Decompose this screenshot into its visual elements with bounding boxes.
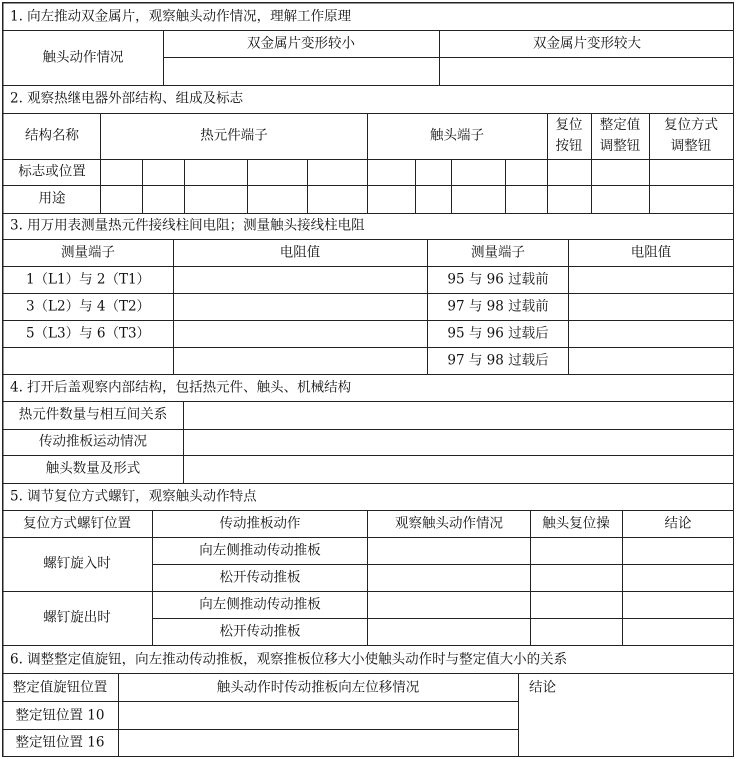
screw-out-label: 螺钉旋出时: [43, 609, 111, 626]
thermal-pair-2: 3（L2）与 4（T2）: [25, 298, 151, 315]
section-3-title: 3. 用万用表测量热元件接线柱间电阻；测量触头接线柱电阻: [10, 217, 365, 234]
displacement-header: 触头动作时传动推板向左位移情况: [216, 679, 420, 696]
worksheet: [2, 2, 734, 757]
setting-position-16: 整定钮位置 16: [15, 734, 105, 751]
screw-in-label: 螺钉旋入时: [43, 555, 111, 572]
conclusion-header-6: 结论: [529, 679, 556, 696]
push-plate-motion-label: 传动推板运动情况: [39, 433, 147, 450]
setting-position-10: 整定钮位置 10: [15, 707, 105, 724]
thermal-pair-1: 1（L1）与 2（T1）: [25, 271, 151, 288]
resistance-header-2: 电阻值: [630, 244, 672, 261]
small-deformation-header: 双金属片变形较小: [247, 35, 355, 52]
usage-label: 用途: [38, 190, 66, 207]
push-left-1: 向左侧推动传动推板: [199, 542, 321, 559]
thermal-terminal-header: 热元件端子: [200, 127, 268, 144]
release-1: 松开传动推板: [219, 569, 301, 586]
thermal-count-label: 热元件数量与相互间关系: [18, 406, 168, 423]
contact-pair-1: 95 与 96 过载前: [447, 271, 549, 288]
section-5-title: 5. 调节复位方式螺钉，观察触头动作特点: [10, 488, 257, 505]
observe-contact-header: 观察触头动作情况: [395, 515, 503, 532]
contact-pair-2: 97 与 98 过载前: [447, 298, 549, 315]
contact-pair-3: 95 与 96 过载后: [447, 325, 549, 342]
reset-mode-knob-header: 复位方式 调整钮: [664, 117, 718, 154]
push-action-header: 传动推板动作: [219, 515, 301, 532]
release-2: 松开传动推板: [219, 623, 301, 640]
large-deformation-header: 双金属片变形较大: [533, 35, 641, 52]
contact-terminal-header: 触头端子: [430, 127, 484, 144]
contact-pair-4: 97 与 98 过载后: [447, 352, 549, 369]
resistance-header-1: 电阻值: [279, 244, 321, 261]
push-left-2: 向左侧推动传动推板: [199, 596, 321, 613]
structure-name-header: 结构名称: [25, 127, 79, 144]
conclusion-header-5: 结论: [664, 515, 692, 532]
mark-position-label: 标志或位置: [18, 163, 86, 180]
contact-count-label: 触头数量及形式: [45, 460, 141, 477]
screw-position-header: 复位方式螺钉位置: [23, 515, 131, 532]
contact-action-label: 触头动作情况: [42, 49, 124, 66]
section-1-title: 1. 向左推动双金属片，观察触头动作情况，理解工作原理: [10, 8, 352, 25]
setting-knob-header: 整定值 调整钮: [599, 117, 641, 154]
section-4-title: 4. 打开后盖观察内部结构，包括热元件、触头、机械结构: [10, 379, 352, 396]
section-6-title: 6. 调整整定值旋钮，向左推动传动推板，观察推板位移大小使触头动作时与整定值大小的关系: [10, 651, 568, 668]
section-2-title: 2. 观察热继电器外部结构、组成及标志: [10, 90, 244, 107]
setting-position-header: 整定值旋钮位置: [12, 679, 108, 696]
terminal-header-1: 测量端子: [61, 244, 115, 261]
thermal-pair-3: 5（L3）与 6（T3）: [25, 325, 151, 342]
contact-reset-header: 触头复位操: [542, 515, 610, 532]
reset-button-header: 复位 按钮: [555, 117, 583, 154]
terminal-header-2: 测量端子: [471, 244, 525, 261]
